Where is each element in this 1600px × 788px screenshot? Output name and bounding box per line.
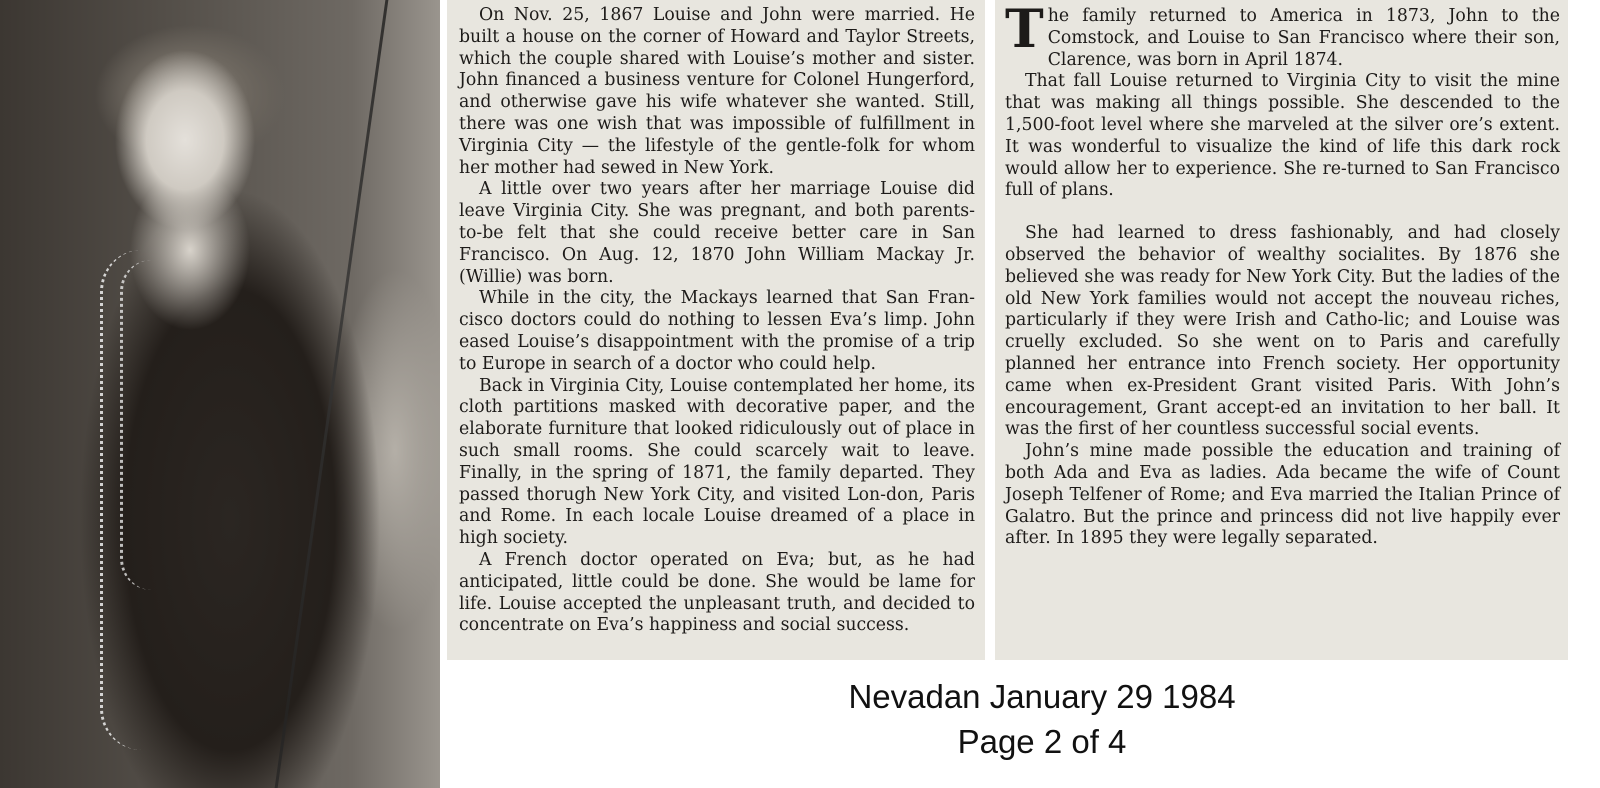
drop-cap: T [1005,0,1044,60]
paragraph: A French doctor operated on Eva; but, as he had anticipated, little could be done. She would be lame for life. Louise accepted the unpleasant truth, and decided to concentrate on Eva’s happiness and social success. [459,549,975,636]
paragraph: he family returned to America in 1873, John to the Comstock, and Louise to San Francisco where their son, Clarence, was born in April 1874. [1047,6,1560,70]
paragraph: That fall Louise returned to Virginia City to visit the mine that was making all things possible. She descended to the 1,500-foot level where she marveled at the silver ore’s extent. It was wonderful to visualize the kind of life this dark rock would allow her to experience. She re-turned to San Francisco full of plans. [1005,71,1560,201]
paragraph: Back in Virginia City, Louise contemplated her home, its cloth partitions masked with decorative paper, and the elaborate furniture that looked ridiculously out of place in such small rooms. She could scarcely wait to leave. Finally, in the spring of 1871, the family departed. They passed thorugh New York City, and visited Lon-don, Paris and Rome. In each locale Louise dreamed of a place in high society. [459,375,975,549]
article-column-1 [447,0,985,660]
photo-crease [275,0,389,788]
paragraph: She had learned to dress fashionably, and had closely observed the behavior of wealthy socialites. By 1876 she believed she was ready for New York City. But the ladies of the old New York families would not accept the nouveau riches, particularly if they were Irish and Catho-lic; and Louise was cruelly excluded. So she went on to Paris and carefully planned her entrance into French society. Her opportunity came when ex-President Grant visited Paris. With John’s encouragement, Grant accept-ed an invitation to her ball. It was the first of her countless successful social events. [1005,223,1560,440]
portrait-photo [0,0,440,788]
article-column-2 [995,0,1568,660]
pearl-necklace-inner [120,260,183,590]
paragraph: On Nov. 25, 1867 Louise and John were married. He built a house on the corner of Howard and Taylor Streets, which the couple shared with Louise’s mother and sister. John financed a business venture for Colonel Hungerford, and otherwise gave his wife whatever she wanted. Still, there was one wish that was impossible of fulfillment in Virginia City — the lifestyle of the gentle-folk for whom her mother had sewed in New York. [459,5,975,178]
paragraph: John’s mine made possible the education and training of both Ada and Eva as ladies. Ada became the wife of Count Joseph Telfener of Rome; and Eva married the Italian Prince of Galatro. But the prince and princess did not live happily ever after. In 1895 they were legally separated. [1005,441,1560,549]
caption [742,674,1342,764]
paragraph: A little over two years after her marriage Louise did leave Virginia City. She was pregnant, and both parents-to-be felt that she could receive better care in San Francisco. On Aug. 12, 1870 John William Mackay Jr. (Willie) was born. [459,179,975,287]
caption-page: Page 2 of 4 [957,723,1127,760]
caption-source: Nevadan January 29 1984 [848,678,1236,715]
paragraph: While in the city, the Mackays learned that San Fran-cisco doctors could do nothing to lessen Eva’s limp. John eased Louise’s disappointment with the promise of a trip to Europe in search of a doctor who could help. [459,288,975,374]
